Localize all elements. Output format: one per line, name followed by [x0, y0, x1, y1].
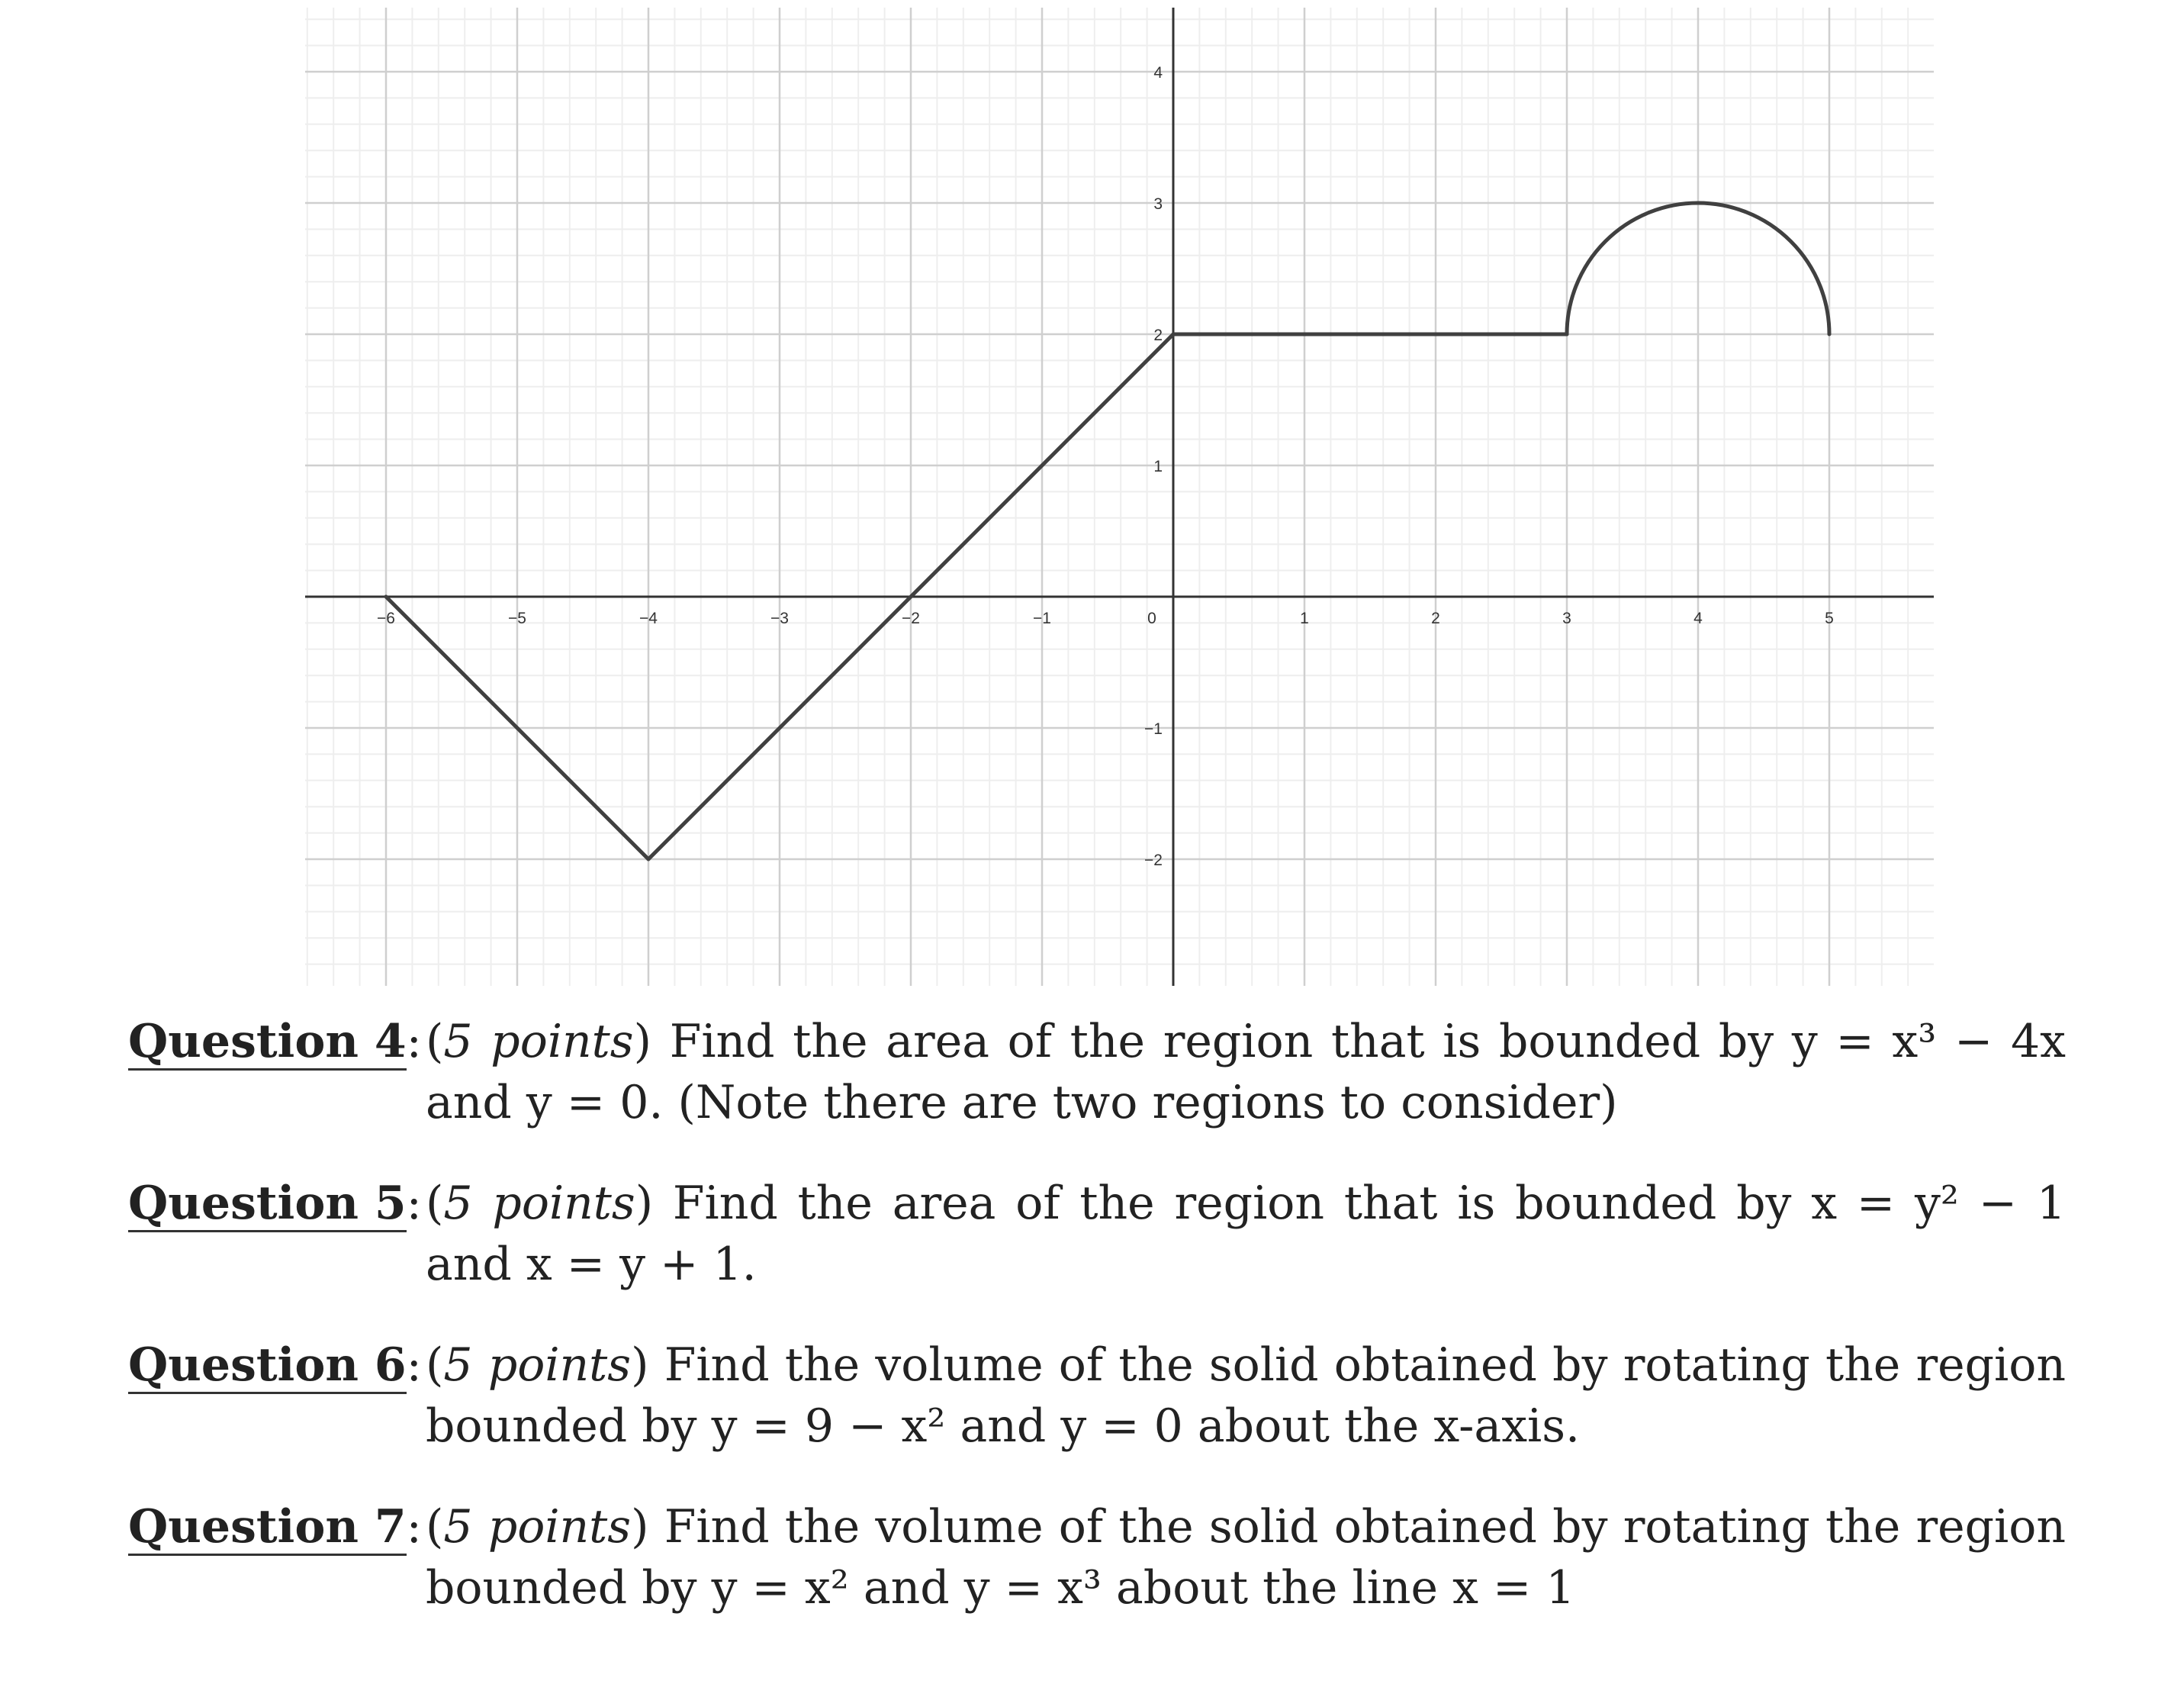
- question-4: Question 4: (5 points) Find the area of the region that is bounded by y = x³ − 4x and y = 0. (Note there are two regions to consider): [128, 1015, 2067, 1129]
- question-label: Question 6: [128, 1338, 407, 1394]
- x-tick-label: −6: [377, 610, 395, 627]
- question-text: Find the area of the region that is bounded by y = x³ − 4x and y = 0. (Note there are two regions to consider): [426, 1015, 2067, 1129]
- question-text: Find the area of the region that is bounded by x = y² − 1 and x = y + 1.: [426, 1177, 2066, 1291]
- question-points: 5 points: [443, 1500, 632, 1554]
- question-5: Question 5: (5 points) Find the area of the region that is bounded by x = y² − 1 and x = y + 1.: [128, 1177, 2066, 1291]
- y-tick-label: 4: [1153, 64, 1163, 82]
- question-label: Question 4: [128, 1015, 407, 1071]
- x-tick-label: 0: [1147, 610, 1156, 627]
- question-text: Find the volume of the solid obtained by rotating the region bounded by y = 9 − x² and y = 0 about the x-axis.: [426, 1338, 2066, 1453]
- x-tick-label: −3: [770, 610, 789, 627]
- question-6: Question 6: (5 points) Find the volume of the solid obtained by rotating the region bounded by y = 9 − x² and y = 0 about the x-axis.: [128, 1338, 2066, 1453]
- y-tick-label: 2: [1153, 327, 1163, 344]
- question-text: Find the volume of the solid obtained by rotating the region bounded by y = x² and y = x³ about the line x = 1: [426, 1500, 2066, 1615]
- x-tick-label: −5: [508, 610, 526, 627]
- question-7: Question 7: (5 points) Find the volume of the solid obtained by rotating the region bounded by y = x² and y = x³ about the line x = 1: [128, 1500, 2066, 1615]
- x-tick-label: 4: [1693, 610, 1703, 627]
- question-points: 5 points: [443, 1015, 634, 1068]
- x-tick-label: 3: [1562, 610, 1571, 627]
- x-tick-label: −2: [902, 610, 920, 627]
- y-tick-label: −2: [1144, 852, 1163, 869]
- question-points: 5 points: [443, 1177, 635, 1230]
- x-tick-label: 5: [1825, 610, 1834, 627]
- question-label: Question 7: [128, 1500, 407, 1556]
- y-tick-label: −1: [1144, 720, 1163, 738]
- question-points: 5 points: [443, 1338, 632, 1392]
- question-label: Question 5: [128, 1177, 407, 1232]
- x-tick-label: 1: [1300, 610, 1309, 627]
- x-tick-label: 2: [1431, 610, 1440, 627]
- question-list: [128, 1011, 2066, 1658]
- y-tick-label: 3: [1153, 195, 1163, 213]
- x-tick-label: −1: [1033, 610, 1051, 627]
- x-tick-label: −4: [639, 610, 658, 627]
- y-tick-label: 1: [1153, 458, 1163, 475]
